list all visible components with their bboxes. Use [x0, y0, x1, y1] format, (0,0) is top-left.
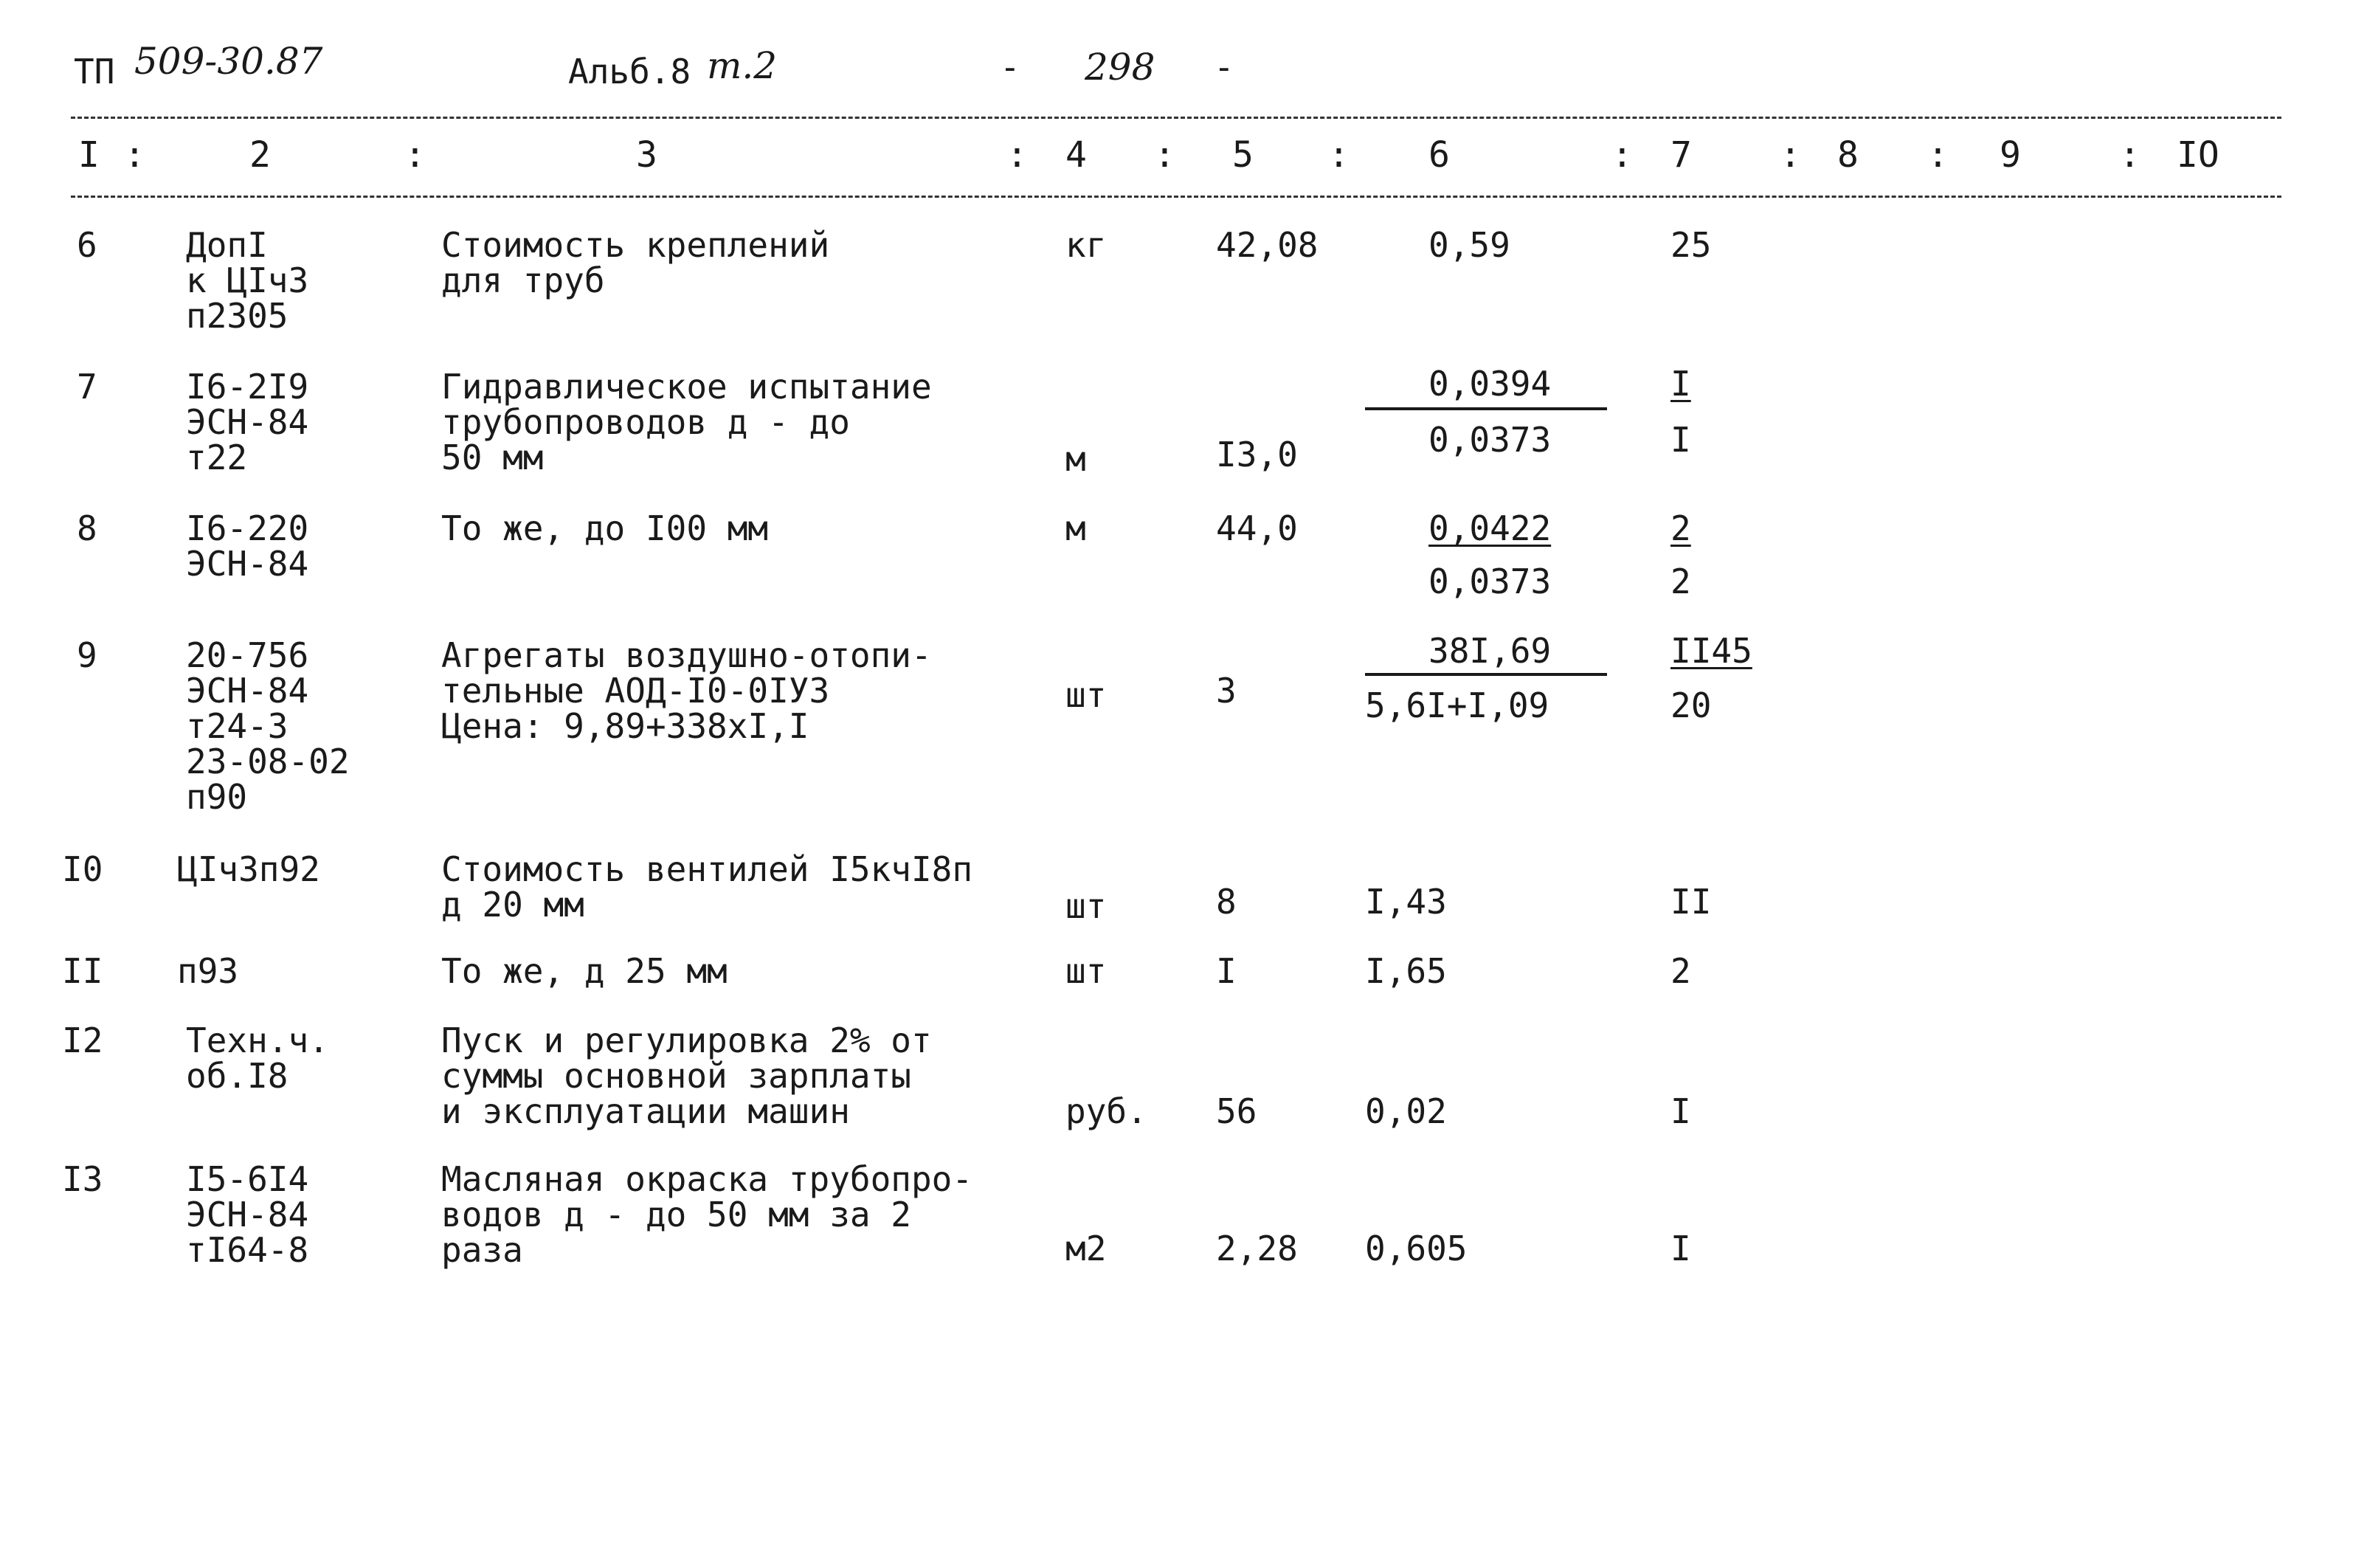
col-label-6: 6 — [1428, 134, 1450, 176]
row-price-bottom: 5,6I+I,09 — [1365, 685, 1549, 725]
row-number: I0 — [62, 849, 103, 889]
page-number: 298 — [1085, 46, 1155, 89]
row-price: 0,605 — [1365, 1229, 1468, 1268]
row-qty: 44,0 — [1216, 508, 1298, 548]
row-name: Стоимость креплений для труб — [441, 225, 830, 300]
row-price-bottom: 0,0373 — [1428, 420, 1552, 460]
row-code: I6-220 ЭСН-84 — [186, 508, 309, 584]
row-name: Пуск и регулировка 2% от суммы основной зарплаты и эксплуатации машин — [441, 1020, 932, 1131]
row-name: Масляная окраска трубопро- водов д - до 50 мм за 2 раза — [441, 1159, 973, 1270]
row-price: I,65 — [1365, 951, 1447, 991]
album-part: т.2 — [707, 44, 778, 87]
row-unit: м2 — [1065, 1229, 1107, 1268]
col-sep-3: : — [1006, 134, 1028, 176]
row-unit: кг — [1065, 225, 1107, 265]
row-unit: шт — [1065, 951, 1107, 991]
row-qty: I — [1216, 951, 1237, 991]
page-dash-right: - — [1214, 47, 1234, 87]
row-number: II — [62, 951, 103, 991]
doc-prefix: ТП — [74, 52, 115, 91]
doc-number: 509-30.87 — [134, 40, 323, 83]
col-label-7: 7 — [1670, 134, 1692, 176]
row-total: 2 — [1670, 951, 1691, 991]
row-price-top: 38I,69 — [1428, 631, 1552, 671]
col-label-9: 9 — [2000, 134, 2021, 176]
row-name: То же, д 25 мм — [441, 951, 728, 991]
row-code: I5-6I4 ЭСН-84 тI64-8 — [186, 1159, 309, 1270]
col-label-10: IO — [2177, 134, 2219, 176]
row-price-top: 0,0394 — [1428, 364, 1552, 404]
row-name: То же, до I00 мм — [441, 508, 769, 548]
col-sep-2: : — [404, 134, 426, 176]
row-total: 25 — [1670, 225, 1712, 265]
row-total-top: II45 — [1670, 631, 1752, 671]
row-total-top: I — [1670, 364, 1691, 404]
row-code: 20-756 ЭСН-84 т24-3 23-08-02 п90 — [186, 635, 350, 817]
row-price-bottom: 0,0373 — [1428, 562, 1552, 601]
row-price: 0,59 — [1428, 225, 1510, 265]
row-unit: руб. — [1065, 1091, 1147, 1131]
row-number: 8 — [77, 508, 97, 548]
row-total-top: 2 — [1670, 508, 1691, 548]
row-code: I6-2I9 ЭСН-84 т22 — [186, 367, 309, 477]
col-sep-5: : — [1328, 134, 1350, 176]
row-qty: 2,28 — [1216, 1229, 1298, 1268]
page-dash-left: - — [1000, 47, 1020, 87]
row-code: п93 — [177, 951, 239, 991]
row-total: II — [1670, 882, 1712, 922]
row-unit: м — [1065, 439, 1086, 479]
price-fraction-line — [1365, 673, 1607, 676]
row-price-top: 0,0422 — [1428, 508, 1552, 548]
row-unit: шт — [1065, 886, 1107, 926]
col-label-3: 3 — [636, 134, 657, 176]
row-price: 0,02 — [1365, 1091, 1447, 1131]
col-label-4: 4 — [1065, 134, 1087, 176]
col-sep-6: : — [1611, 134, 1633, 176]
header-rule — [71, 196, 2281, 198]
row-qty: 8 — [1216, 882, 1237, 922]
col-sep-1: : — [124, 134, 145, 176]
row-code: ЦIч3п92 — [177, 849, 320, 889]
row-total-bottom: 2 — [1670, 562, 1691, 601]
row-total: I — [1670, 1229, 1691, 1268]
col-sep-7: : — [1780, 134, 1801, 176]
row-name: Стоимость вентилей I5кчI8п д 20 мм — [441, 849, 973, 925]
col-sep-8: : — [1927, 134, 1949, 176]
row-qty: I3,0 — [1216, 435, 1298, 474]
row-number: 9 — [77, 635, 97, 675]
top-rule — [71, 117, 2281, 119]
row-total-bottom: I — [1670, 420, 1691, 460]
row-total: I — [1670, 1091, 1691, 1131]
row-code: ДопI к ЦIч3 п2305 — [186, 225, 309, 336]
row-name: Агрегаты воздушно-отопи- тельные АОД-I0-0IУ3 Цена: 9,89+338хI,I — [441, 635, 932, 746]
album-prefix: Альб.8 — [568, 52, 691, 91]
col-label-8: 8 — [1837, 134, 1859, 176]
col-label-1: I — [78, 134, 100, 176]
row-code: Техн.ч. об.I8 — [186, 1020, 329, 1096]
row-number: 7 — [77, 367, 97, 407]
row-qty: 3 — [1216, 671, 1237, 711]
row-price: I,43 — [1365, 882, 1447, 922]
row-number: I3 — [62, 1159, 103, 1199]
col-label-2: 2 — [249, 134, 271, 176]
row-number: 6 — [77, 225, 97, 265]
row-unit: м — [1065, 508, 1086, 548]
price-fraction-line — [1365, 407, 1607, 410]
row-unit: шт — [1065, 675, 1107, 715]
row-total-bottom: 20 — [1670, 685, 1712, 725]
row-number: I2 — [62, 1020, 103, 1060]
col-sep-9: : — [2119, 134, 2140, 176]
row-qty: 56 — [1216, 1091, 1257, 1131]
col-label-5: 5 — [1232, 134, 1254, 176]
row-qty: 42,08 — [1216, 225, 1319, 265]
col-sep-4: : — [1154, 134, 1175, 176]
row-name: Гидравлическое испытание трубопроводов д - до 50 мм — [441, 367, 932, 477]
